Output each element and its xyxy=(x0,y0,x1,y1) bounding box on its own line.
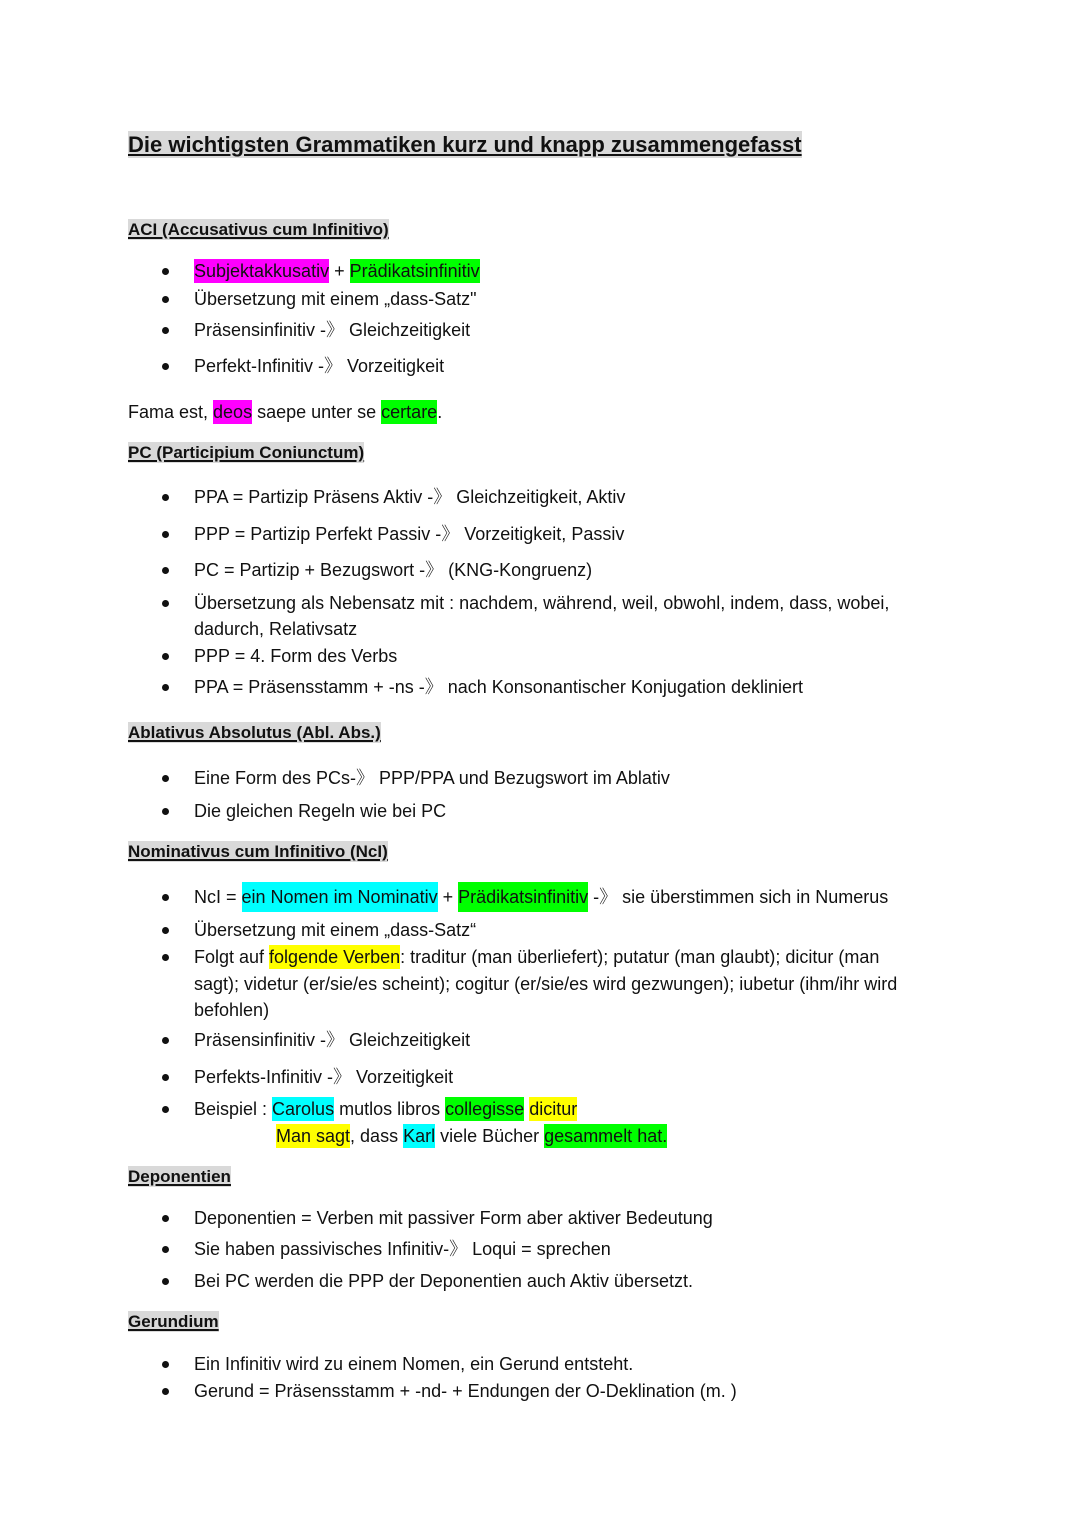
pc-bullet-2 xyxy=(194,521,624,547)
nci-bullet-1 xyxy=(194,884,888,910)
ablativus-bullet-2 xyxy=(194,798,446,824)
heading-nci xyxy=(128,840,388,864)
pc-bullet-6 xyxy=(194,674,803,700)
highlight-folgende-verben: folgende Verben xyxy=(269,947,401,967)
highlight-dicitur: dicitur xyxy=(529,1099,578,1119)
bullet-icon xyxy=(162,268,169,275)
bullet-icon xyxy=(162,1361,169,1368)
pc-bullet-3 xyxy=(194,557,592,583)
deponentien-bullet-1 xyxy=(194,1205,713,1231)
bullet-text: : traditur (man überliefert); putatur (man glaubt); dicitur (man xyxy=(400,947,880,967)
heading-pc-text: PC (Participium Coniunctum) xyxy=(128,443,365,462)
ablativus-bullet-1 xyxy=(194,765,670,791)
bullet-icon xyxy=(162,684,169,691)
bullet-icon xyxy=(162,1074,169,1081)
nci-bullet-3 xyxy=(194,944,897,1024)
bullet-text: -》 sie überstimmen sich in Numerus xyxy=(588,887,889,907)
bullet-text: Perfekts-Infinitiv -》 Vorzeitigkeit xyxy=(194,1067,454,1087)
heading-nci-text: Nominativus cum Infinitivo (NcI) xyxy=(128,842,388,861)
bullet-text: Die gleichen Regeln wie bei PC xyxy=(194,801,447,821)
highlight-subjektakkusativ: Subjektakkusativ xyxy=(194,261,330,281)
bullet-text-line-1: Übersetzung als Nebensatz mit : nachdem, während, weil, obwohl, indem, dass, wobei, xyxy=(194,593,890,613)
bullet-text: Bei PC werden die PPP der Deponentien auch Aktiv übersetzt. xyxy=(194,1271,693,1291)
nci-bullet-6-example xyxy=(194,1096,667,1150)
bullet-text: Übersetzung mit einem „dass-Satz" xyxy=(194,289,477,309)
bullet-icon xyxy=(162,1215,169,1222)
bullet-icon xyxy=(162,363,169,370)
bullet-icon xyxy=(162,775,169,782)
nci-bullet-5 xyxy=(194,1064,453,1090)
pc-bullet-5 xyxy=(194,643,397,669)
nci-bullet-4 xyxy=(194,1027,470,1053)
bullet-text: PPA = Partizip Präsens Aktiv -》 Gleichzeitigkeit, Aktiv xyxy=(194,487,626,507)
heading-gerundium xyxy=(128,1310,219,1334)
gerundium-bullet-2 xyxy=(194,1378,737,1404)
bullet-text: Präsensinfinitiv -》 Gleichzeitigkeit xyxy=(194,1030,471,1050)
bullet-text: Übersetzung mit einem „dass-Satz“ xyxy=(194,920,477,940)
aci-example-sentence xyxy=(128,399,442,425)
gerundium-bullet-1 xyxy=(194,1351,633,1377)
deponentien-bullet-3 xyxy=(194,1268,693,1294)
example-text: Fama est, xyxy=(128,402,214,422)
bullet-text: Sie haben passivisches Infinitiv-》 Loqui = sprechen xyxy=(194,1239,611,1259)
bullet-text: Ein Infinitiv wird zu einem Nomen, ein Gerund entsteht. xyxy=(194,1354,634,1374)
bullet-text: , dass xyxy=(350,1126,404,1146)
aci-bullet-3 xyxy=(194,317,470,343)
heading-aci-text: ACI (Accusativus cum Infinitivo) xyxy=(128,220,389,239)
bullet-text: PC = Partizip + Bezugswort -》 (KNG-Kongruenz) xyxy=(194,560,593,580)
deponentien-bullet-2 xyxy=(194,1236,611,1262)
bullet-text: + xyxy=(329,261,350,281)
example-translation-line xyxy=(194,1123,667,1150)
bullet-icon xyxy=(162,1278,169,1285)
example-latin-line xyxy=(194,1096,667,1123)
bullet-icon xyxy=(162,927,169,934)
highlight-karl: Karl xyxy=(403,1126,436,1146)
bullet-text: PPA = Präsensstamm + -ns -》 nach Konsonantischer Konjugation dekliniert xyxy=(194,677,803,697)
bullet-text: mutlos libros xyxy=(334,1099,446,1119)
pc-bullet-4 xyxy=(194,590,889,642)
bullet-text: Präsensinfinitiv -》 Gleichzeitigkeit xyxy=(194,320,471,340)
nci-bullet-2 xyxy=(194,917,476,943)
bullet-line-1 xyxy=(194,944,897,971)
heading-gerundium-text: Gerundium xyxy=(128,1312,219,1331)
bullet-text: NcI = xyxy=(194,887,242,907)
highlight-gesammelt-hat: gesammelt hat. xyxy=(544,1126,668,1146)
example-text: . xyxy=(437,402,443,422)
bullet-text: + xyxy=(437,887,459,907)
bullet-icon xyxy=(162,1037,169,1044)
bullet-line xyxy=(194,258,480,284)
bullet-icon xyxy=(162,1246,169,1253)
highlight-carolus: Carolus xyxy=(272,1099,335,1119)
heading-ablativus xyxy=(128,721,381,745)
bullet-icon xyxy=(162,653,169,660)
bullet-line-2: sagt); videtur (er/sie/es scheint); cogitur (er/sie/es wird gezwungen); iubetur (ihm/ihr wird xyxy=(194,973,898,994)
bullet-icon xyxy=(162,600,169,607)
bullet-text: PPP = 4. Form des Verbs xyxy=(194,646,398,666)
bullet-text: viele Bücher xyxy=(435,1126,545,1146)
bullet-line-3: befohlen) xyxy=(194,1000,270,1020)
heading-deponentien xyxy=(128,1165,231,1189)
bullet-text-line-2: dadurch, Relativsatz xyxy=(194,619,358,639)
bullet-text: Folgt auf xyxy=(194,947,270,967)
bullet-icon xyxy=(162,1106,169,1113)
page-title xyxy=(128,130,802,160)
bullet-text: Perfekt-Infinitiv -》 Vorzeitigkeit xyxy=(194,356,445,376)
bullet-text: Gerund = Präsensstamm + -nd- + Endungen der O-Deklination (m. ) xyxy=(194,1381,737,1401)
example-text: saepe unter se xyxy=(252,402,382,422)
bullet-icon xyxy=(162,808,169,815)
heading-deponentien-text: Deponentien xyxy=(128,1167,231,1186)
bullet-icon xyxy=(162,954,169,961)
highlight-praedikatsinfinitiv: Prädikatsinfinitiv xyxy=(349,261,480,281)
highlight-man-sagt: Man sagt xyxy=(276,1126,351,1146)
bullet-icon xyxy=(162,494,169,501)
bullet-text: Deponentien = Verben mit passiver Form aber aktiver Bedeutung xyxy=(194,1208,713,1228)
pc-bullet-1 xyxy=(194,484,625,510)
bullet-text: PPP = Partizip Perfekt Passiv -》 Vorzeitigkeit, Passiv xyxy=(194,524,625,544)
highlight-nomen-im-nominativ: ein Nomen im Nominativ xyxy=(242,882,438,912)
bullet-text: Beispiel : xyxy=(194,1099,273,1119)
aci-bullet-1 xyxy=(194,258,480,284)
aci-bullet-4 xyxy=(194,353,444,379)
highlight-certare: certare xyxy=(381,402,438,422)
bullet-icon xyxy=(162,1388,169,1395)
bullet-line xyxy=(194,884,888,910)
page-title-text: Die wichtigsten Grammatiken kurz und knapp zusammengefasst xyxy=(128,132,802,157)
aci-bullet-2 xyxy=(194,286,477,312)
bullet-icon xyxy=(162,327,169,334)
bullet-text: Eine Form des PCs-》 PPP/PPA und Bezugswort im Ablativ xyxy=(194,768,670,788)
highlight-collegisse: collegisse xyxy=(445,1099,525,1119)
highlight-praedikatsinfinitiv: Prädikatsinfinitiv xyxy=(458,882,588,912)
bullet-icon xyxy=(162,894,169,901)
heading-ablativus-text: Ablativus Absolutus (Abl. Abs.) xyxy=(128,723,381,742)
bullet-icon xyxy=(162,531,169,538)
heading-pc xyxy=(128,441,364,465)
highlight-deos: deos xyxy=(213,402,253,422)
heading-aci xyxy=(128,218,389,242)
bullet-icon xyxy=(162,296,169,303)
bullet-icon xyxy=(162,567,169,574)
